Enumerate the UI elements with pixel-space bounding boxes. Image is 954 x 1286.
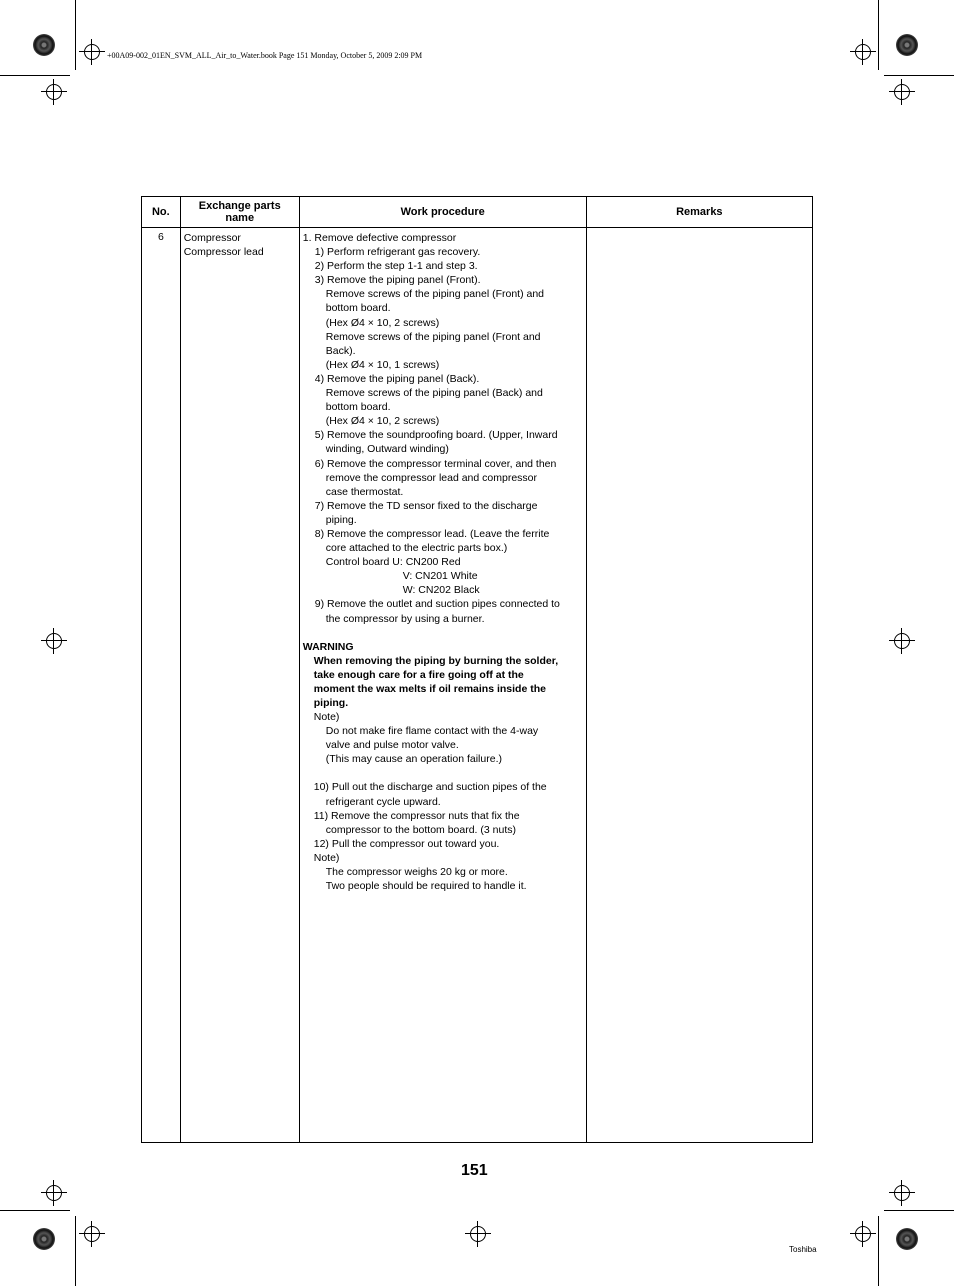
procedure-line: piping.	[325, 513, 357, 526]
procedure-line: winding, Outward winding)	[325, 443, 449, 456]
procedure-line: 9) Remove the outlet and suction pipes connected to	[314, 598, 560, 611]
procedure-line: 8) Remove the compressor lead. (Leave the ferrite	[314, 527, 550, 540]
procedure-line: V: CN201 White	[402, 570, 478, 583]
procedure-line: moment the wax melts if oil remains inside the	[313, 682, 546, 695]
procedure-line: 1) Perform refrigerant gas recovery.	[314, 246, 481, 259]
book-file-header: +00A09-002_01EN_SVM_ALL_Air_to_Water.book Page 151 Monday, October 5, 2009 2:09 PM	[107, 51, 423, 60]
procedure-line: remove the compressor lead and compressor	[325, 471, 537, 484]
procedure-line: bottom board.	[325, 302, 391, 315]
spacer	[303, 626, 583, 640]
procedure-line: Do not make fire flame contact with the 4-way	[325, 725, 539, 738]
procedure-line: Remove screws of the piping panel (Front and	[325, 330, 541, 343]
procedure-line: Note)	[313, 851, 340, 864]
header-remarks: Remarks	[586, 197, 812, 228]
procedure-line: (This may cause an operation failure.)	[325, 753, 502, 766]
procedure-line: compressor to the bottom board. (3 nuts)	[325, 823, 516, 836]
procedure-line: W: CN202 Black	[402, 584, 480, 597]
procedure-line: piping.	[313, 697, 349, 709]
header-work-procedure: Work procedure	[299, 197, 586, 228]
procedure-line: case thermostat.	[325, 485, 404, 498]
procedure-line: 2) Perform the step 1-1 and step 3.	[314, 260, 478, 273]
procedure-line: Control board U: CN200 Red	[325, 556, 461, 569]
crosshair-mark	[855, 44, 871, 60]
parts-exchange-table	[141, 196, 813, 1143]
registration-disc-top-left	[33, 34, 55, 56]
page-number: 151	[461, 1162, 488, 1179]
brand-footer: Toshiba	[789, 1245, 817, 1254]
crosshair-mark	[855, 1226, 871, 1242]
work-procedure-cell	[299, 228, 586, 1143]
procedure-line: Two people should be required to handle it.	[325, 880, 527, 893]
procedure-line: Remove screws of the piping panel (Back) and	[325, 387, 543, 400]
procedure-line: take enough care for a fire going off at the	[313, 668, 524, 681]
procedure-line: 6) Remove the compressor terminal cover, and then	[314, 457, 557, 470]
procedure-line: refrigerant cycle upward.	[325, 795, 441, 808]
header-exchange-parts: Exchange parts name	[180, 197, 299, 228]
procedure-line: 3) Remove the piping panel (Front).	[314, 274, 481, 287]
registration-disc-bottom-left	[33, 1228, 55, 1250]
procedure-line: 10) Pull out the discharge and suction pipes of the	[313, 781, 547, 794]
crosshair-mark	[84, 1226, 100, 1242]
procedure-line: core attached to the electric parts box.)	[325, 542, 508, 555]
crosshair-mark	[46, 1185, 62, 1201]
parts-cell	[180, 228, 299, 1143]
procedure-line: 4) Remove the piping panel (Back).	[314, 372, 480, 385]
crosshair-mark	[894, 633, 910, 649]
procedure-line: The compressor weighs 20 kg or more.	[325, 866, 508, 879]
header-no: No.	[142, 197, 181, 228]
procedure-line: 11) Remove the compressor nuts that fix the	[313, 809, 520, 822]
part-name: Compressor lead	[183, 246, 264, 258]
procedure-line: 7) Remove the TD sensor fixed to the discharge	[314, 499, 538, 512]
procedure-line: Back).	[325, 344, 356, 357]
part-name: Compressor	[183, 232, 241, 244]
crosshair-mark	[46, 633, 62, 649]
crosshair-mark	[894, 84, 910, 100]
procedure-line: 5) Remove the soundproofing board. (Upper, Inward	[314, 429, 558, 442]
procedure-line: 12) Pull the compressor out toward you.	[313, 837, 500, 850]
crosshair-mark	[894, 1185, 910, 1201]
registration-disc-bottom-right	[896, 1228, 918, 1250]
crosshair-mark	[84, 44, 100, 60]
procedure-line: (Hex Ø4 × 10, 2 screws)	[325, 316, 440, 329]
procedure-line: 1. Remove defective compressor	[302, 232, 457, 244]
remarks-cell	[586, 228, 812, 1143]
registration-disc-top-right	[896, 34, 918, 56]
table-header-row	[142, 197, 813, 228]
table-row	[142, 228, 813, 1143]
procedure-line: When removing the piping by burning the solder,	[313, 654, 559, 667]
crosshair-mark	[46, 84, 62, 100]
procedure-line: (Hex Ø4 × 10, 2 screws)	[325, 415, 440, 428]
procedure-line: bottom board.	[325, 401, 391, 414]
procedure-line: the compressor by using a burner.	[325, 612, 485, 625]
procedure-line: WARNING	[302, 640, 354, 653]
row-number: 6	[142, 228, 181, 1143]
procedure-line: (Hex Ø4 × 10, 1 screws)	[325, 358, 440, 371]
procedure-line: Note)	[313, 711, 340, 724]
procedure-line: valve and pulse motor valve.	[325, 739, 459, 752]
procedure-line: Remove screws of the piping panel (Front) and	[325, 288, 545, 301]
spacer	[303, 766, 583, 780]
crosshair-mark	[470, 1226, 486, 1242]
